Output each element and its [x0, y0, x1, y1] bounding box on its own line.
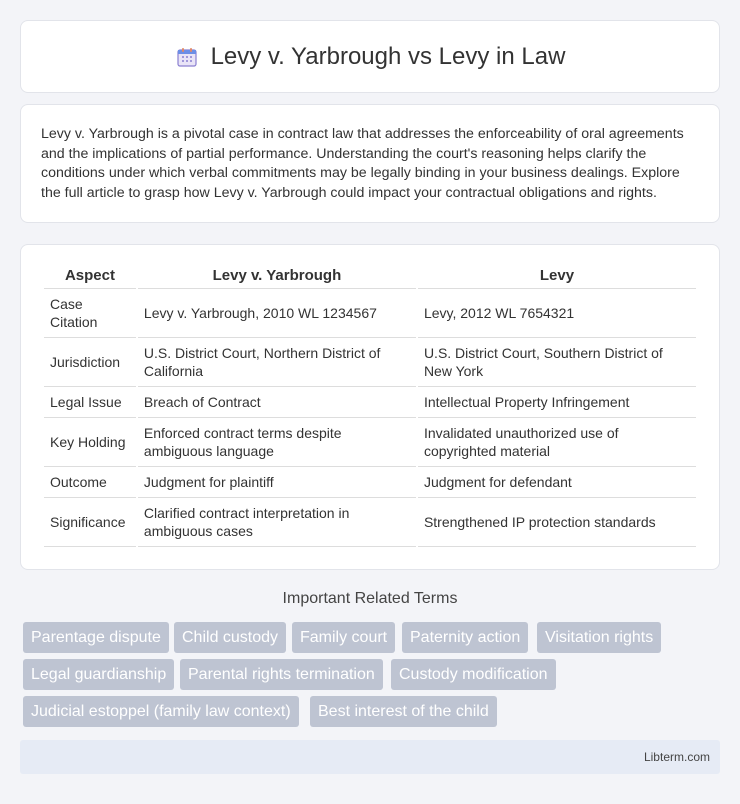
tag-parentage-dispute[interactable]: Parentage dispute: [23, 622, 169, 653]
intro-card: [20, 104, 720, 223]
table-cell: Breach of Contract: [138, 387, 416, 418]
calendar-icon: [175, 45, 199, 69]
table-cell: Significance: [44, 498, 136, 547]
tag-child-custody[interactable]: Child custody: [174, 622, 286, 653]
table-cell: Strengthened IP protection standards: [418, 498, 696, 547]
table-row: [44, 289, 696, 338]
page-title: Levy v. Yarbrough vs Levy in Law: [210, 42, 566, 70]
footer: [20, 740, 720, 774]
table-cell: Enforced contract terms despite ambiguous language: [138, 418, 416, 467]
table-cell: Clarified contract interpretation in ambiguous cases: [138, 498, 416, 547]
table-cell: Levy, 2012 WL 7654321: [418, 289, 696, 338]
related-terms-title: Important Related Terms: [282, 590, 458, 607]
tag-judicial-estoppel[interactable]: Judicial estoppel (family law context): [23, 696, 299, 727]
tag-family-court[interactable]: Family court: [292, 622, 395, 653]
tag-paternity-action[interactable]: Paternity action: [402, 622, 528, 653]
tag-parental-rights-termination[interactable]: Parental rights termination: [180, 659, 383, 690]
table-row: [44, 467, 696, 498]
table-header-row: [44, 263, 696, 289]
header-levy-v-yarbrough: Levy v. Yarbrough: [138, 263, 416, 289]
table-cell: Levy v. Yarbrough, 2010 WL 1234567: [138, 289, 416, 338]
table-cell: U.S. District Court, Southern District of New York: [418, 338, 696, 387]
table-cell: Invalidated unauthorized use of copyrighted material: [418, 418, 696, 467]
table-row: [44, 387, 696, 418]
table-cell: Intellectual Property Infringement: [418, 387, 696, 418]
header-card: [20, 20, 720, 93]
comparison-table: [42, 263, 698, 547]
table-cell: Judgment for plaintiff: [138, 467, 416, 498]
footer-site-link[interactable]: Libterm.com: [643, 750, 710, 764]
table-cell: Jurisdiction: [44, 338, 136, 387]
comparison-card: [20, 244, 720, 570]
intro-text: Levy v. Yarbrough is a pivotal case in contract law that addresses the enforceability of oral agreements and the implications of partial performance. Understanding the court's reasoning helps clarify the conditions under which verbal commitments may be legally binding in your business dealings. Explore the full article to grasp how Levy v. Yarbrough could impact your contractual obligations and rights.: [41, 126, 684, 201]
tag-custody-modification[interactable]: Custody modification: [391, 659, 556, 690]
tag-legal-guardianship[interactable]: Legal guardianship: [23, 659, 174, 690]
table-cell: Legal Issue: [44, 387, 136, 418]
tag-visitation-rights[interactable]: Visitation rights: [537, 622, 661, 653]
tag-best-interest-of-the-child[interactable]: Best interest of the child: [310, 696, 497, 727]
table-row: [44, 338, 696, 387]
table-cell: Judgment for defendant: [418, 467, 696, 498]
table-cell: Outcome: [44, 467, 136, 498]
header-aspect: Aspect: [44, 263, 136, 289]
table-cell: Case Citation: [44, 289, 136, 338]
table-row: [44, 418, 696, 467]
table-row: [44, 498, 696, 547]
header-levy: Levy: [418, 263, 696, 289]
table-cell: U.S. District Court, Northern District of California: [138, 338, 416, 387]
table-cell: Key Holding: [44, 418, 136, 467]
